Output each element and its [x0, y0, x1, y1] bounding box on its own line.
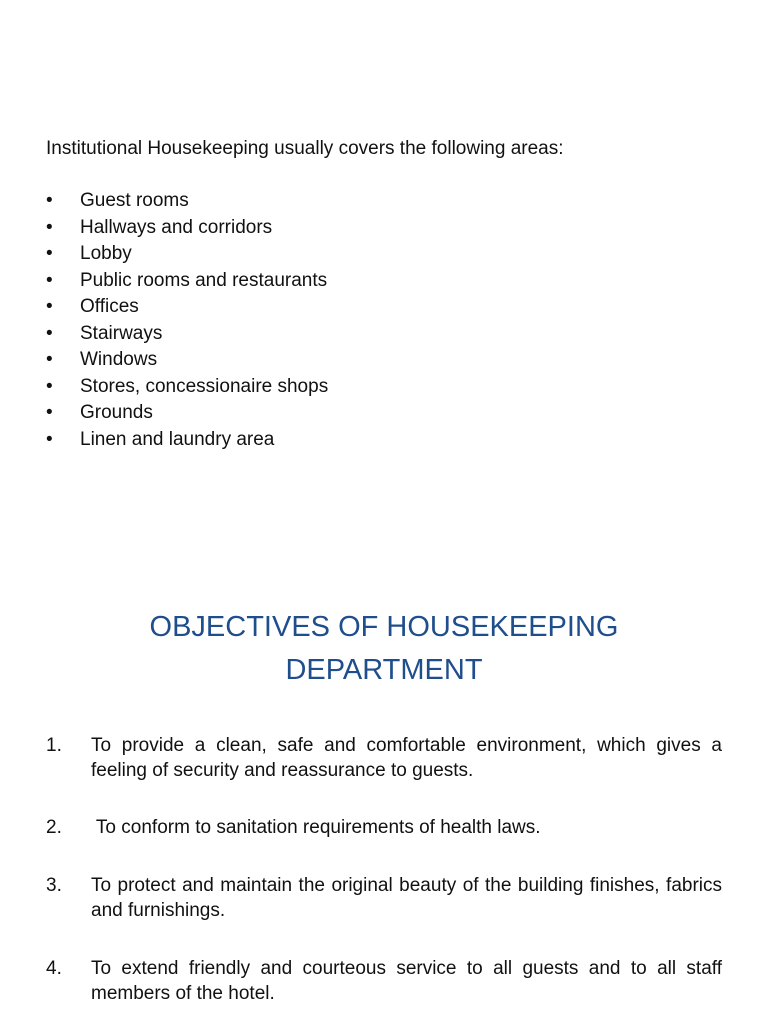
section-heading: [0, 606, 768, 692]
objective-number: 2.: [46, 817, 62, 838]
bullet-icon: •: [46, 296, 53, 317]
bullet-icon: •: [46, 190, 53, 211]
objective-text: To conform to sanitation requirements of health laws.: [91, 817, 541, 838]
intro-text: Institutional Housekeeping usually covers the following areas:: [46, 138, 564, 159]
bullet-icon: •: [46, 322, 53, 344]
heading-line-1: OBJECTIVES OF HOUSEKEEPING: [149, 611, 619, 643]
list-item-label: Guest rooms: [80, 190, 189, 211]
list-item-label: Stairways: [80, 322, 163, 344]
list-item-label: Grounds: [80, 402, 153, 423]
objective-number: 1.: [46, 735, 62, 756]
list-item-label: Windows: [80, 349, 158, 370]
bullet-icon: •: [46, 428, 53, 450]
objective-number: 3.: [46, 875, 62, 896]
bullet-icon: •: [46, 216, 53, 238]
bullet-icon: •: [46, 349, 53, 370]
objective-number: 4.: [46, 958, 62, 979]
heading-line-2: DEPARTMENT: [285, 654, 483, 686]
bullet-icon: •: [46, 375, 53, 397]
list-item-label: Offices: [80, 296, 139, 317]
bullet-icon: •: [46, 402, 53, 423]
objective-text: To extend friendly and courteous service to all guests and to all staff members of the hotel.: [91, 958, 722, 1004]
bullet-icon: •: [46, 269, 53, 291]
list-item-label: Linen and laundry area: [80, 428, 275, 450]
objective-text: To provide a clean, safe and comfortable environment, which gives a feeling of security and reassurance to guests.: [91, 735, 722, 781]
list-item-label: Lobby: [80, 243, 132, 264]
list-item-label: Public rooms and restaurants: [80, 269, 328, 291]
list-item-label: Hallways and corridors: [80, 216, 273, 238]
bullet-icon: •: [46, 243, 53, 264]
objective-text: To protect and maintain the original beauty of the building finishes, fabrics and furnishings.: [91, 875, 722, 921]
list-item-label: Stores, concessionaire shops: [80, 375, 329, 397]
